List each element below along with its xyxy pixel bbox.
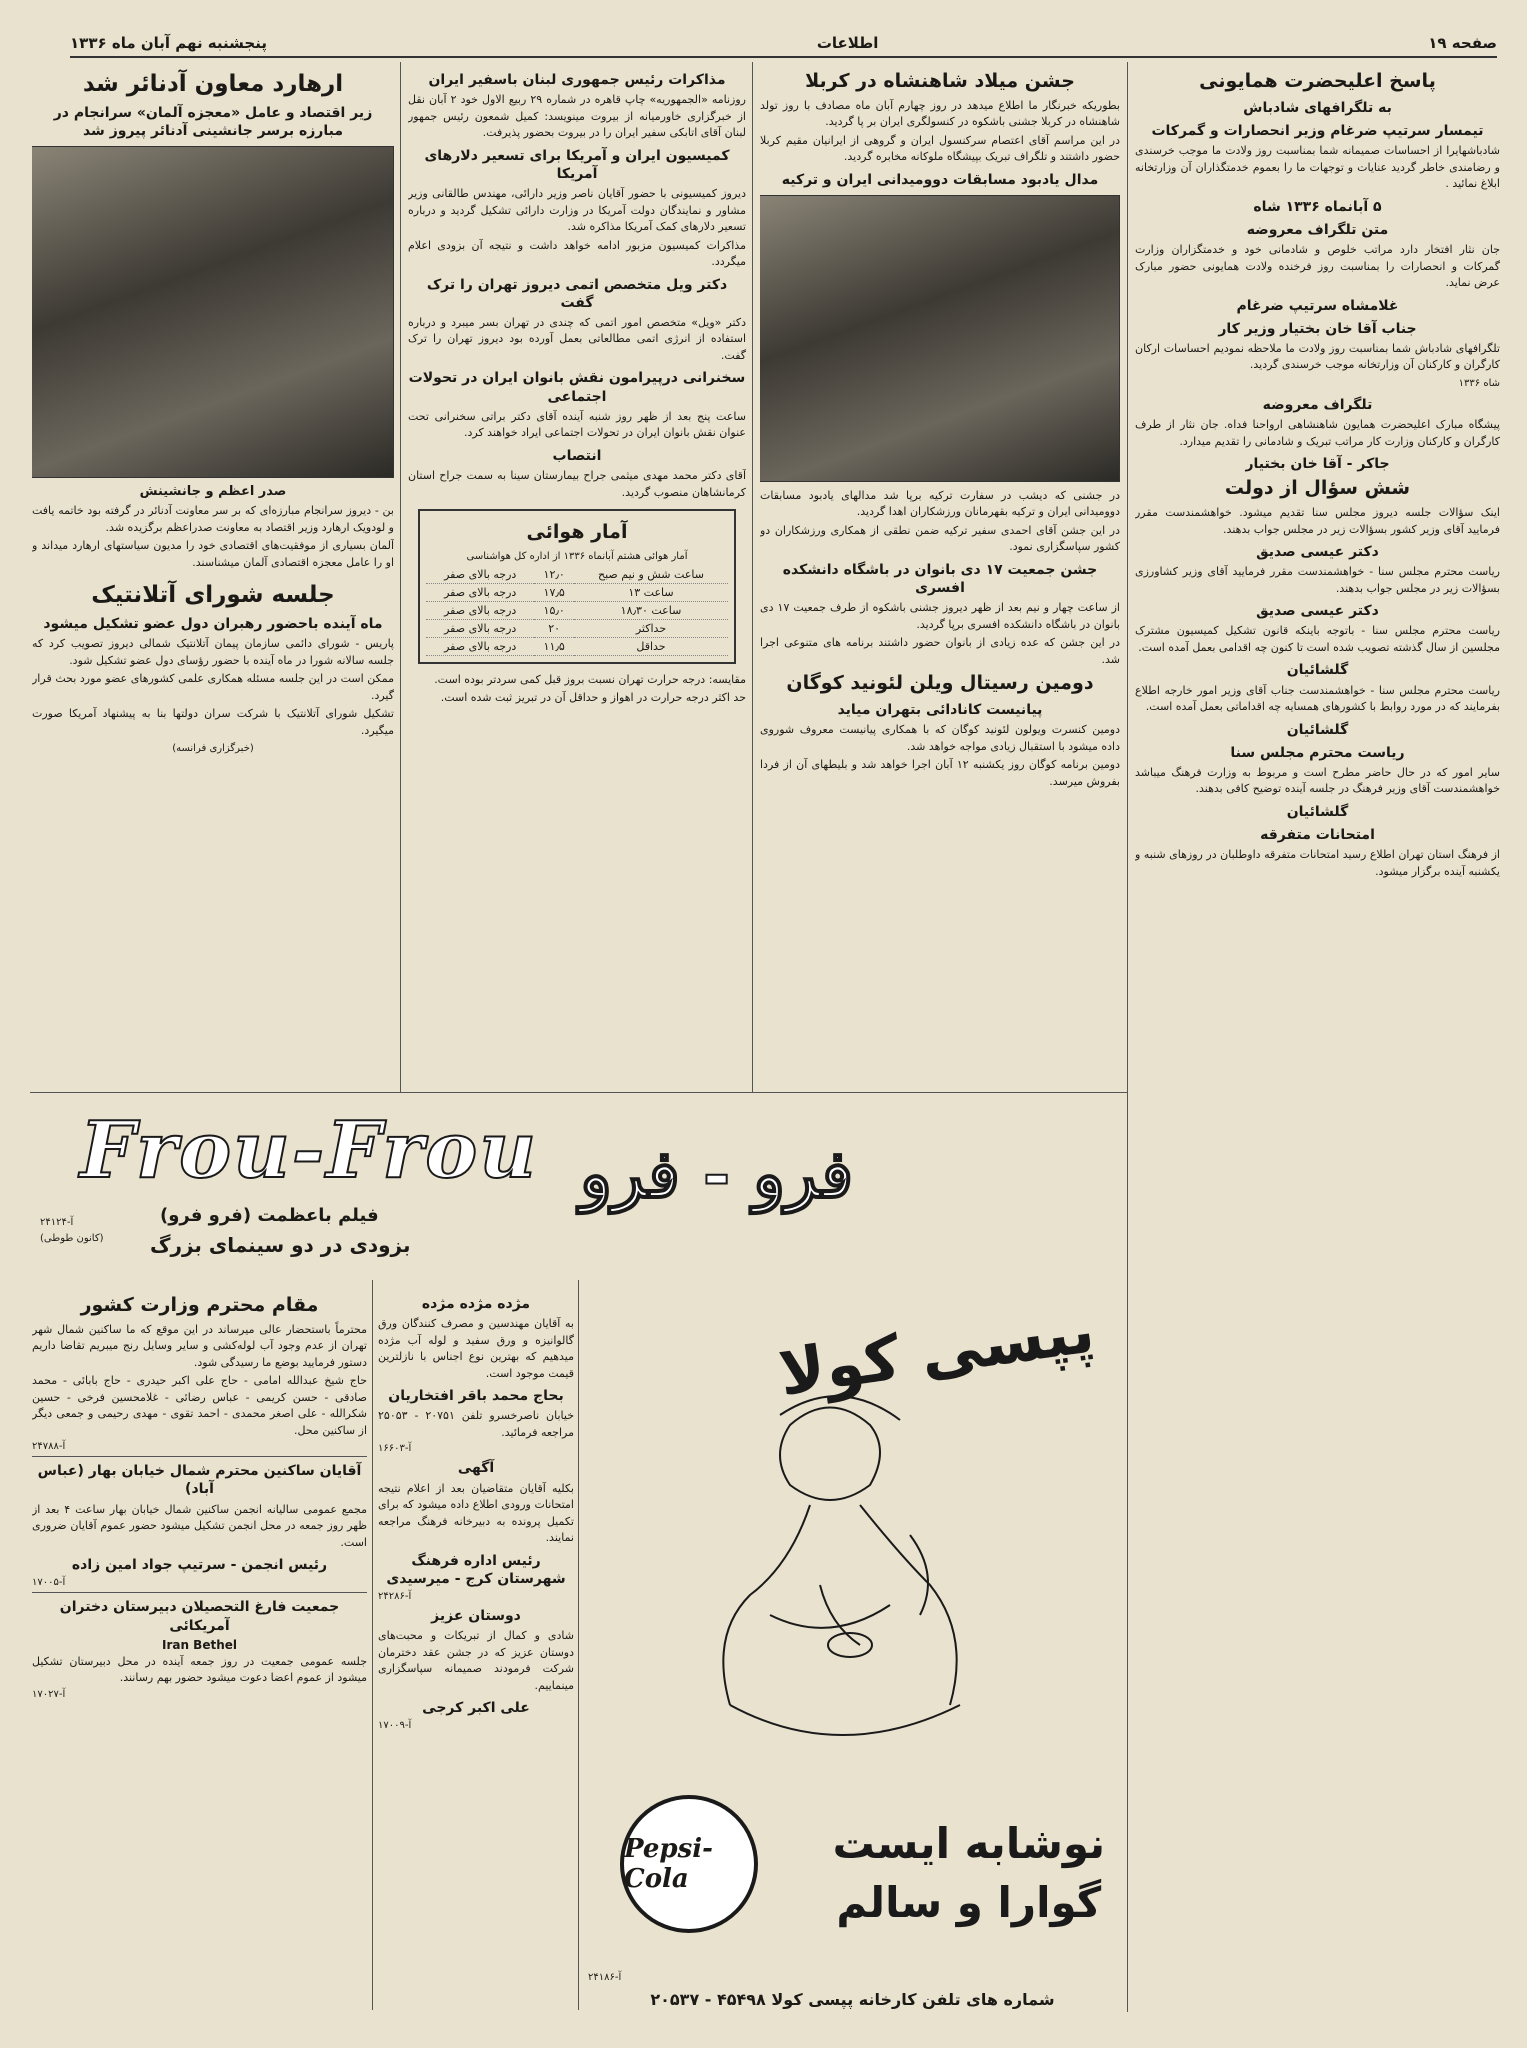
weather-cell: ساعت ۱۸٫۳۰ bbox=[574, 601, 728, 619]
ad-ref: آ-۲۴۱۸۶ bbox=[588, 1972, 622, 1983]
weather-row bbox=[426, 619, 728, 637]
froufrou-line1: فیلم باعظمت (فرو فرو) bbox=[160, 1205, 379, 1226]
column-rule bbox=[1127, 62, 1128, 2012]
subhead: ریاست محترم مجلس سنا bbox=[1230, 744, 1405, 761]
headline-bahar-residents: آقایان ساکنین محترم شمال خیابان بهار (عباس آباد) bbox=[37, 1463, 362, 1498]
headline-dear-friends: دوستان عزیز bbox=[431, 1607, 521, 1624]
signature: گلشائیان bbox=[1286, 662, 1349, 679]
weather-cell: درجه بالای صفر bbox=[426, 566, 534, 584]
headline-interior-ministry: مقام محترم وزارت کشور bbox=[80, 1294, 319, 1316]
article-text: محترماً باستحضار عالی میرساند در این موقع که ما ساکنین شمال شهر تهران از عدم وجود آب لوله‌کشی و سایر وسایل رنج میبریم تقاضا داریم دستور فرمایید بوضع ما رسیدگی شود. bbox=[32, 1322, 367, 1369]
article-text: بن - دیروز سرانجام مبارزه‌ای که بر سر معاونت آدنائر در گرفته بود خاتمه یافت و لودویک ارهارد وزیر اقتصاد به معاونت صدراعظم برگزیده شد. bbox=[32, 504, 394, 534]
article-text: به آقایان مهندسین و مصرف کنندگان ورق گالوانیزه و ورق سفید و لوله آب مژده میدهیم که بهترین نوع اجناس با نازلترین قیمت موجود است. bbox=[378, 1317, 574, 1380]
article-text: در این جشن آقای احمدی سفیر ترکیه ضمن نطقی از همکاری ورزشکاران دو کشور سپاسگزاری نمود. bbox=[760, 523, 1120, 554]
article-text: ریاست محترم مجلس سنا - خواهشمندست جناب آقای وزیر امور خارجه اطلاع بفرمایند که در مورد روابط با کشورهای همسایه چه اقداماتی بعمل آمده است. bbox=[1135, 683, 1500, 714]
subhead: به تلگرافهای شادباش bbox=[1243, 99, 1392, 116]
woman-illustration bbox=[670, 1385, 1000, 1795]
column-karbala bbox=[760, 66, 1120, 1091]
froufrou-persian-title: فرو - فرو bbox=[580, 1135, 854, 1213]
headline-karbala: جشن میلاد شاهنشاه در کربلا bbox=[805, 70, 1075, 92]
subhead: جناب آقا خان بختیار وزیر کار bbox=[1218, 320, 1417, 337]
froufrou-line2: بزودی در دو سینمای بزرگ bbox=[150, 1233, 411, 1257]
column-royal-replies bbox=[1135, 66, 1500, 2016]
slogan-line-1: نوشابه ایست bbox=[832, 1819, 1105, 1868]
weather-cell: ساعت شش و نیم صبح bbox=[574, 566, 728, 584]
article-text: دیروز کمیسیونی با حضور آقایان ناصر وزیر دارائی، مهندس طالقانی وزیر مشاور و نمایندگان دولت آمریکا در وزارت دارائی تشکیل گردید و درباره تسعیر دلارهای کمک آمریکا مذاکره شد. bbox=[408, 187, 746, 234]
page-number: صفحه ۱۹ bbox=[1428, 34, 1497, 52]
headline-notice: آگهی bbox=[457, 1460, 495, 1477]
article-text: دکتر «ویل» متخصص امور اتمی که چندی در تهران بسر میبرد و درباره استفاده از انرژی اتمی مطالعاتی بعمل آورده بود دیروز تهران را ترک گفت. bbox=[408, 315, 746, 362]
weather-cell: درجه بالای صفر bbox=[426, 601, 534, 619]
ad-ref: آ-۲۴۱۲۴ bbox=[40, 1217, 74, 1228]
article-text: خیابان ناصرخسرو تلفن ۲۰۷۵۱ - ۲۵۰۵۳ مراجعه فرمائید. bbox=[378, 1409, 574, 1439]
weather-cell: ۱۲٫۰ bbox=[534, 566, 574, 584]
headline-us-commission: کمیسیون ایران و آمریکا برای تسعیر دلارهای آمریکا bbox=[424, 147, 730, 182]
article-text: دومین کنسرت ویولون لئونید کوگان که با همکاری پیانیست معروف شوروی داده میشود با استقبال زیادی مواجه خواهد شد. bbox=[760, 723, 1120, 753]
english-name: Iran Bethel bbox=[161, 1637, 238, 1652]
section-rule bbox=[30, 1092, 1127, 1093]
article-text: آقای دکتر محمد مهدی میثمی جراح بیمارستان سینا به سمت جراح استان کرمانشاهان منصوب گردید. bbox=[408, 469, 746, 499]
photo-caption: صدر اعظم و جانشینش bbox=[139, 484, 287, 500]
froufrou-latin-title: Frou-Frou bbox=[80, 1105, 539, 1196]
paper-name: اطلاعات bbox=[816, 34, 879, 52]
pepsi-ad bbox=[580, 1275, 1125, 2015]
article-text: آلمان بسیاری از موفقیت‌های اقتصادی خود را مدیون سیاستهای ارهارد میداند و او را عامل معجزه اقتصادی آلمان میشناسند. bbox=[32, 539, 394, 569]
article-text: ساعت پنج بعد از ظهر روز شنبه آینده آقای دکتر براتی سخنرانی تحت عنوان نقش بانوان ایران در تحولات اجتماعی ایراد خواهند کرد. bbox=[408, 409, 746, 440]
subhead: امتحانات متفرقه bbox=[1260, 827, 1375, 844]
weather-cell: درجه بالای صفر bbox=[426, 583, 534, 601]
signature: شاه ۱۳۳۶ bbox=[1458, 377, 1500, 389]
divider bbox=[32, 1592, 367, 1593]
subhead: متن تلگراف معروضه bbox=[1246, 221, 1389, 238]
weather-box bbox=[418, 509, 736, 664]
article-text: شادی و کمال از تبریکات و محبت‌های دوستان عزیز که در جشن عقد دخترمان شرکت فرمودند صمیمانه سپاسگزاری مینماییم. bbox=[378, 1629, 574, 1692]
article-text: جلسه عمومی جمعیت در روز جمعه آینده در محل دبیرستان تشکیل میشود از عموم اعضا دعوت میشود حضور بهم رسانند. bbox=[32, 1654, 367, 1685]
headline-graduates: جمعیت فارغ التحصیلان دبیرستان دختران آمریکائی bbox=[59, 1599, 340, 1634]
weather-cell: درجه بالای صفر bbox=[426, 637, 534, 655]
subhead: زیر اقتصاد و عامل «معجزه آلمان» سرانجام در مبارزه برسر جانشینی آدنائر پیروز شد bbox=[53, 104, 373, 139]
froufrou-ad bbox=[40, 1095, 1110, 1275]
article-text: دومین برنامه کوگان روز یکشنبه ۱۲ آبان اجرا خواهد شد و بلیطهای آن از فردا بفروش میرسد. bbox=[760, 758, 1120, 788]
article-text: روزنامه «الجمهوریه» چاپ قاهره در شماره ۲۹ ربیع الاول خود ۲ آبان نقل از خبرگزاری خاورمیانه از بیروت مینویسد: کمیل شمعون رئیس جمهور لبنان آقای اتابکی سفیر ایران را در بیروت بحضور پذیرفت. bbox=[408, 93, 746, 140]
subhead: تلگراف معروضه bbox=[1262, 396, 1373, 413]
weather-cell: درجه بالای صفر bbox=[426, 619, 534, 637]
article-text: اینک سؤالات جلسه دیروز مجلس سنا تقدیم میشود. خواهشمندست مقرر فرمایید آقای وزیر کشور بسؤالات زیر در مجلس جواب بدهند. bbox=[1135, 506, 1500, 536]
ad-ref: آ-۱۷۰۲۷ bbox=[32, 1688, 66, 1700]
weather-cell: ساعت ۱۳ bbox=[574, 583, 728, 601]
article-text: از ساعت چهار و نیم بعد از ظهر دیروز جشنی باشکوه از طرف جمعیت ۱۷ دی بانوان در باشگاه دانشکده افسری برپا گردید. bbox=[760, 601, 1120, 631]
column-erhard bbox=[32, 66, 394, 1091]
headline-royal-reply: پاسخ اعلیحضرت همایونی bbox=[1199, 70, 1436, 92]
column-notices-left bbox=[32, 1290, 367, 2010]
weather-title: آمار هوائی bbox=[526, 521, 628, 543]
weather-cell: ۱۱٫۵ bbox=[534, 637, 574, 655]
ad-ref-note: (کانون طوطی) bbox=[40, 1233, 104, 1244]
headline-atlantic-council: جلسه شورای آتلانتیک bbox=[91, 582, 335, 609]
ad-ref: آ-۱۷۰۰۵ bbox=[32, 1577, 66, 1589]
headline-atomic-expert: دکتر ویل متخصص اتمی دیروز تهران را ترک گفت bbox=[426, 276, 728, 311]
subhead: تیمسار سرتیپ ضرغام وزیر انحصارات و گمرکات bbox=[1151, 122, 1484, 139]
ad-ref: آ-۱۶۶۰۳ bbox=[378, 1443, 412, 1455]
weather-cell: ۱۷٫۵ bbox=[534, 583, 574, 601]
source-credit: (خبرگزاری فرانسه) bbox=[172, 743, 254, 755]
headline-erhard: ارهارد معاون آدنائر شد bbox=[82, 71, 344, 97]
ad-ref: آ-۲۴۲۸۶ bbox=[378, 1590, 412, 1602]
signature: علی اکبر کرجی bbox=[422, 1700, 530, 1717]
news-photo bbox=[760, 195, 1120, 482]
headline-good-news: مژده مژده مژده bbox=[421, 1296, 531, 1312]
weather-subtitle: آمار هوائی هشتم آبانماه ۱۳۳۶ از اداره کل هواشناسی bbox=[466, 550, 688, 562]
article-text: مقایسه: درجه حرارت تهران نسبت بروز قبل کمی سردتر بوده است. bbox=[434, 672, 746, 686]
headline-medal: مدال یادبود مسابقات دوومیدانی ایران و ترکیه bbox=[781, 171, 1099, 188]
weather-table bbox=[426, 566, 728, 656]
erhard-adenauer-photo bbox=[32, 146, 394, 478]
headline-lebanon: مذاکرات رئیس جمهوری لبنان باسفیر ایران bbox=[428, 72, 726, 88]
column-notices-mid bbox=[378, 1290, 574, 2010]
headline-women-lecture: سخنرانی درپیرامون نقش بانوان ایران در تحولات اجتماعی bbox=[408, 370, 746, 405]
weather-row bbox=[426, 637, 728, 655]
article-text: تلگرافهای شادباش شما بمناسبت روز ولادت ما ملاحظه نمودیم احساسات ارکان کارگران و کارکنان آن وزارتخانه موجب خرسندی گردید. bbox=[1135, 341, 1500, 372]
signature: ۵ آبانماه ۱۳۳۶ شاه bbox=[1253, 198, 1382, 215]
pepsi-title: پپسی کولا bbox=[774, 1293, 1099, 1410]
signature: غلامشاه سرتیپ ضرغام bbox=[1236, 297, 1399, 314]
pepsi-bottle-cap: Pepsi-Cola bbox=[620, 1795, 758, 1933]
masthead bbox=[70, 30, 1497, 58]
article-text: سایر امور که در حال حاضر مطرح است و مربوط به وزارت فرهنگ میباشد خواهشمندست آقای وزیر فرهنگ در جلسه آینده توضیح کافی بدهند. bbox=[1135, 765, 1500, 796]
weather-cell: حداقل bbox=[574, 637, 728, 655]
article-text: بکلیه آقایان متقاضیان بعد از اعلام نتیجه امتحانات ورودی اطلاع داده میشود که برای تکمیل پرونده به دبیرخانه فرهنگ مراجعه نمایند. bbox=[378, 1481, 574, 1545]
headline-six-questions: شش سؤال از دولت bbox=[1224, 477, 1411, 500]
article-text: شادباشهایرا از احساسات صمیمانه شما بمناسبت روز ولادت ما موجب خرسندی و رضامندی خاطر گردید عنایات و توجهات ما را بعموم خدمتگذاران آن وزارتخانه ابلاغ نمائید . bbox=[1135, 144, 1500, 191]
article-text: در این مراسم آقای اعتصام سرکنسول ایران و گروهی از ایرانیان مقیم کربلا حضور داشتند و تلگراف تبریک بپیشگاه ملوکانه مخابره گردید. bbox=[760, 133, 1120, 164]
signature: دکتر عیسی صدیق bbox=[1256, 603, 1379, 620]
column-rule bbox=[400, 62, 401, 1092]
weather-row bbox=[426, 601, 728, 619]
slogan-line-2: گوارا و سالم bbox=[836, 1877, 1102, 1927]
issue-date: پنجشنبه نهم آبان ماه ۱۳۳۶ bbox=[70, 34, 267, 52]
divider bbox=[32, 1456, 367, 1457]
signature: جاکر - آقا خان بختیار bbox=[1245, 456, 1390, 473]
article-text: ریاست محترم مجلس سنا - خواهشمندست مقرر فرمایید آقای وزیر کشاورزی بسؤالات زیر در مجلس جواب بدهند. bbox=[1135, 565, 1500, 595]
column-rule bbox=[372, 1280, 373, 2010]
subhead: پیانیست کانادائی بتهران میاید bbox=[837, 702, 1043, 719]
article-text: پیشگاه مبارک اعلیحضرت همایون شاهنشاهی ارواحنا فداه. جان نثار از طرف کارگران و کارکنان وزارت کار مراتب تبریک و شادمانی را تقدیم میدارد. bbox=[1135, 418, 1500, 448]
weather-cell: حداکثر bbox=[574, 619, 728, 637]
subhead: ماه آینده باحضور رهبران دول عضو تشکیل میشود bbox=[43, 615, 383, 632]
article-text: در این جشن که عده زیادی از بانوان حضور داشتند برنامه های متنوعی اجرا شد. bbox=[760, 636, 1120, 666]
pepsi-phone-numbers: شماره های تلفن کارخانه پپسی کولا ۴۵۴۹۸ - ۲۰۵۳۷ bbox=[650, 1990, 1055, 2009]
weather-cell: ۱۵٫۰ bbox=[534, 601, 574, 619]
column-diplomacy bbox=[408, 66, 746, 1091]
column-rule bbox=[752, 62, 753, 1092]
ad-ref: آ-۲۴۷۸۸ bbox=[32, 1441, 66, 1453]
article-text: ممکن است در این جلسه مسئله همکاری علمی کشورهای عضو مورد بحث قرار گیرد. bbox=[32, 672, 394, 702]
article-text: پاریس - شورای دائمی سازمان پیمان آتلانتیک شمالی دیروز تصویب کرد که جلسه سالانه شورا در ماه آینده با حضور رؤسای دول عضو تشکیل شود. bbox=[32, 637, 394, 667]
headline-womens-society: جشن جمعیت ۱۷ دی بانوان در باشگاه دانشکده افسری bbox=[782, 561, 1098, 597]
signature: گلشائیان bbox=[1286, 721, 1349, 738]
article-text: مذاکرات کمیسیون مزبور ادامه خواهد داشت و نتیجه آن بزودی اعلام میگردد. bbox=[408, 238, 746, 269]
article-text: ریاست محترم مجلس سنا - باتوجه باینکه قانون تشکیل کمیسیون مشترک مجلسین از سال گذشته تصویب شده است تا کنون چه اقدامی بعمل آمده است. bbox=[1135, 624, 1500, 654]
merchant-name: بحاج محمد باقر افتخاریان bbox=[388, 1388, 564, 1405]
pepsi-slogan bbox=[833, 1815, 1105, 1933]
column-rule bbox=[578, 1280, 579, 2010]
article-text: در جشنی که دیشب در سفارت ترکیه برپا شد مدالهای یادبود مسابقات دوومیدانی ایران و ترکیه بقهرمانان ورزشکاران اهدا گردید. bbox=[760, 488, 1120, 519]
article-text: تشکیل شورای آتلانتیک با شرکت سران دولتها بنا به پیشنهاد آمریکا صورت میگیرد. bbox=[32, 707, 394, 737]
ad-ref: آ-۱۷۰۰۹ bbox=[378, 1720, 412, 1732]
headline-kogan-recital: دومین رسیتال ویلن لئونید کوگان bbox=[786, 672, 1094, 695]
article-text: حاج شیخ عبدالله امامی - حاج علی اکبر حیدری - حاج بابائی - محمد صادقی - حسن کریمی - عباس رضائی - غلامحسین فرخی - حسین شکرالله - علی اصغر محمدی - احمد تقوی - مهدی رحیمی و جمعی دیگر از ساکنین محل. bbox=[32, 1374, 367, 1437]
weather-cell: ۲۰ bbox=[534, 619, 574, 637]
weather-row bbox=[426, 566, 728, 584]
signature: رئیس اداره فرهنگ شهرستان کرج - میرسیدی bbox=[386, 1552, 566, 1587]
article-text: بطوریکه خبرنگار ما اطلاع میدهد در روز چهارم آبان ماه مصادف با روز تولد شاهنشاه در کربلا جشنی باشکوه در کنسولگری ایران بر پا گردید. bbox=[760, 98, 1120, 129]
weather-row bbox=[426, 583, 728, 601]
headline-appointment: انتصاب bbox=[552, 447, 602, 464]
article-text: از فرهنگ استان تهران اطلاع رسید امتحانات متفرقه داوطلبان در روزهای شنبه و یکشنبه آینده برگزار میشود. bbox=[1135, 848, 1500, 878]
signature: گلشائیان bbox=[1286, 803, 1349, 820]
article-text: حد اکثر درجه حرارت در اهواز و حداقل آن در تبریز ثبت شده است. bbox=[440, 691, 746, 705]
article-text: مجمع عمومی سالیانه انجمن ساکنین شمال خیابان بهار ساعت ۴ بعد از ظهر روز جمعه در محل انجمن تشکیل میشود حضور عموم آقایان ضروری است. bbox=[32, 1502, 367, 1549]
signature: دکتر عیسی صدیق bbox=[1256, 544, 1379, 560]
article-text: جان نثار افتخار دارد مراتب خلوص و شادمانی خود و خدمتگزاران وزارت گمرکات و انحصارات را بمناسبت روز فرخنده ولادت همایونی حضور مبارک عرض نماید. bbox=[1135, 243, 1500, 289]
signature: رئیس انجمن - سرتیپ جواد امین زاده bbox=[71, 1557, 328, 1574]
